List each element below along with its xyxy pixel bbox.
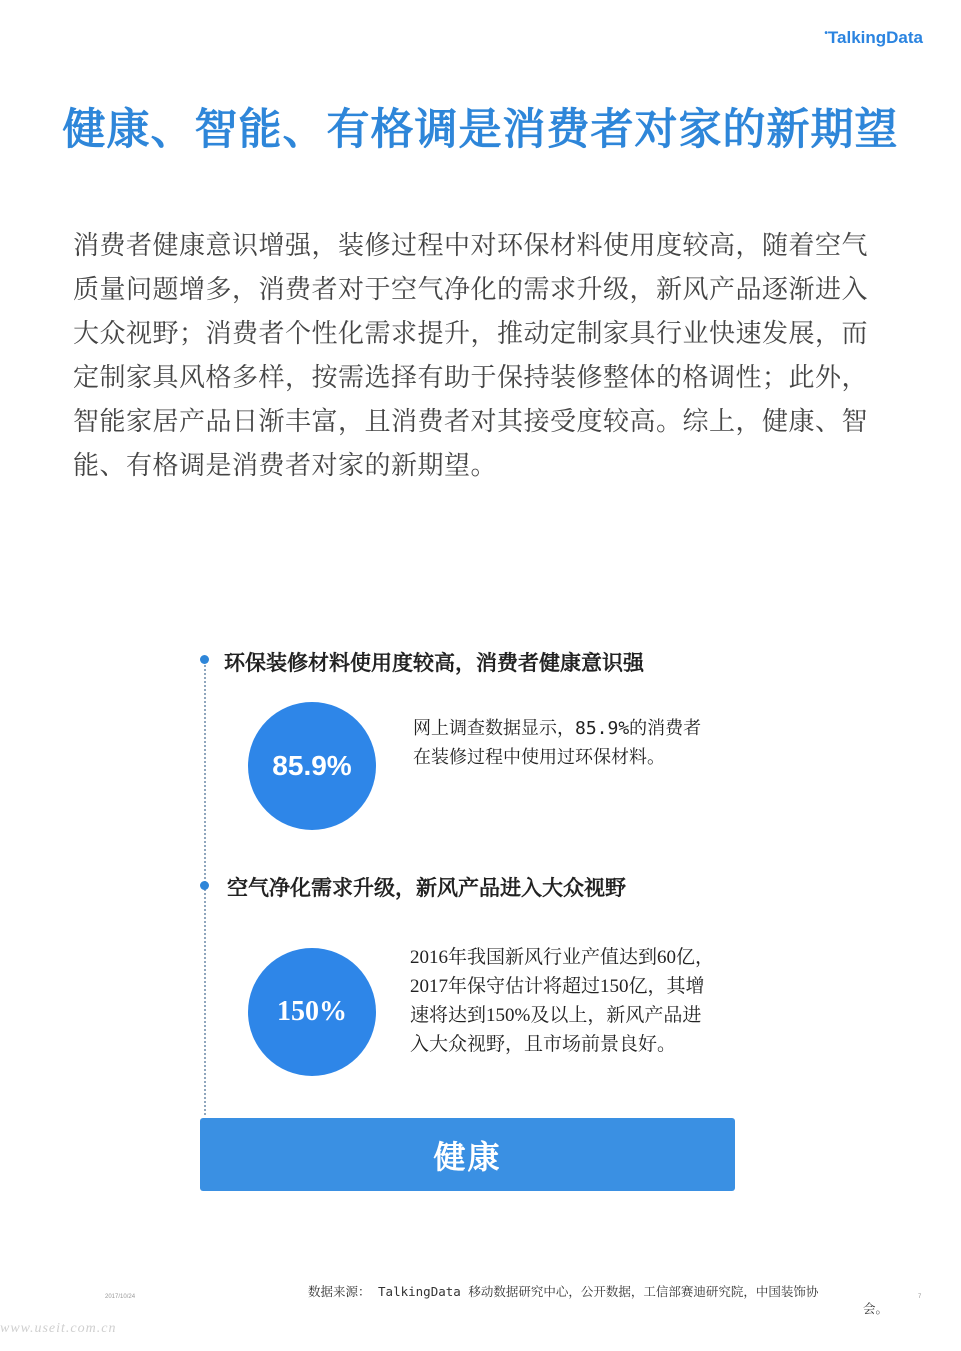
footer-source-line2: 会。 — [862, 1301, 888, 1316]
stat-value-air: 150% — [277, 996, 347, 1027]
talkingdata-logo — [824, 28, 923, 48]
section-description-eco: 网上调查数据显示，85.9%的消费者在装修过程中使用过环保材料。 — [413, 718, 702, 768]
logo-text: TalkingData — [827, 28, 923, 47]
timeline-bullet-icon — [200, 881, 209, 890]
logo-dot-icon: • — [824, 28, 828, 39]
health-banner — [200, 1118, 735, 1191]
stat-circle-eco — [248, 702, 376, 830]
page-title: 健康、智能、有格调是消费者对家的新期望 — [62, 105, 899, 155]
section-heading-eco-materials: 环保装修材料使用度较高，消费者健康意识强 — [224, 651, 644, 675]
intro-paragraph: 消费者健康意识增强，装修过程中对环保材料使用度较高，随着空气质量问题增多，消费者对于空气净化的需求升级，新风产品逐渐进入大众视野；消费者个性化需求提升，推动定制家具行业快速发展，而定制家具风格多样，按需选择有助于保持装修整体的格调性；此外，智能家居产品日渐丰富，且消费者对其接受度较高。综上，健康、智能、有格调是消费者对家的新期望。 — [73, 231, 869, 481]
stat-circle-air — [248, 948, 376, 1076]
watermark: www.useit.com.cn — [0, 1321, 117, 1336]
footer-source-line1: 数据来源： TalkingData 移动数据研究中心，公开数据，工信部赛迪研究院，中国装饰协 — [308, 1284, 819, 1299]
footer-source — [308, 1283, 888, 1317]
banner-label: 健康 — [433, 1137, 502, 1176]
section-description-air: 2016年我国新风行业产值达到60亿，2017年保守估计将超过150亿，其增速将达到150%及以上，新风产品进入大众视野，且市场前景良好。 — [410, 947, 715, 1055]
page-number: 7 — [918, 1294, 922, 1300]
footer-date: 2017/10/24 — [105, 1294, 136, 1300]
stat-value-eco: 85.9% — [272, 750, 352, 781]
timeline-bullet-icon — [200, 655, 209, 664]
section-heading-air-purification: 空气净化需求升级，新风产品进入大众视野 — [227, 876, 626, 900]
